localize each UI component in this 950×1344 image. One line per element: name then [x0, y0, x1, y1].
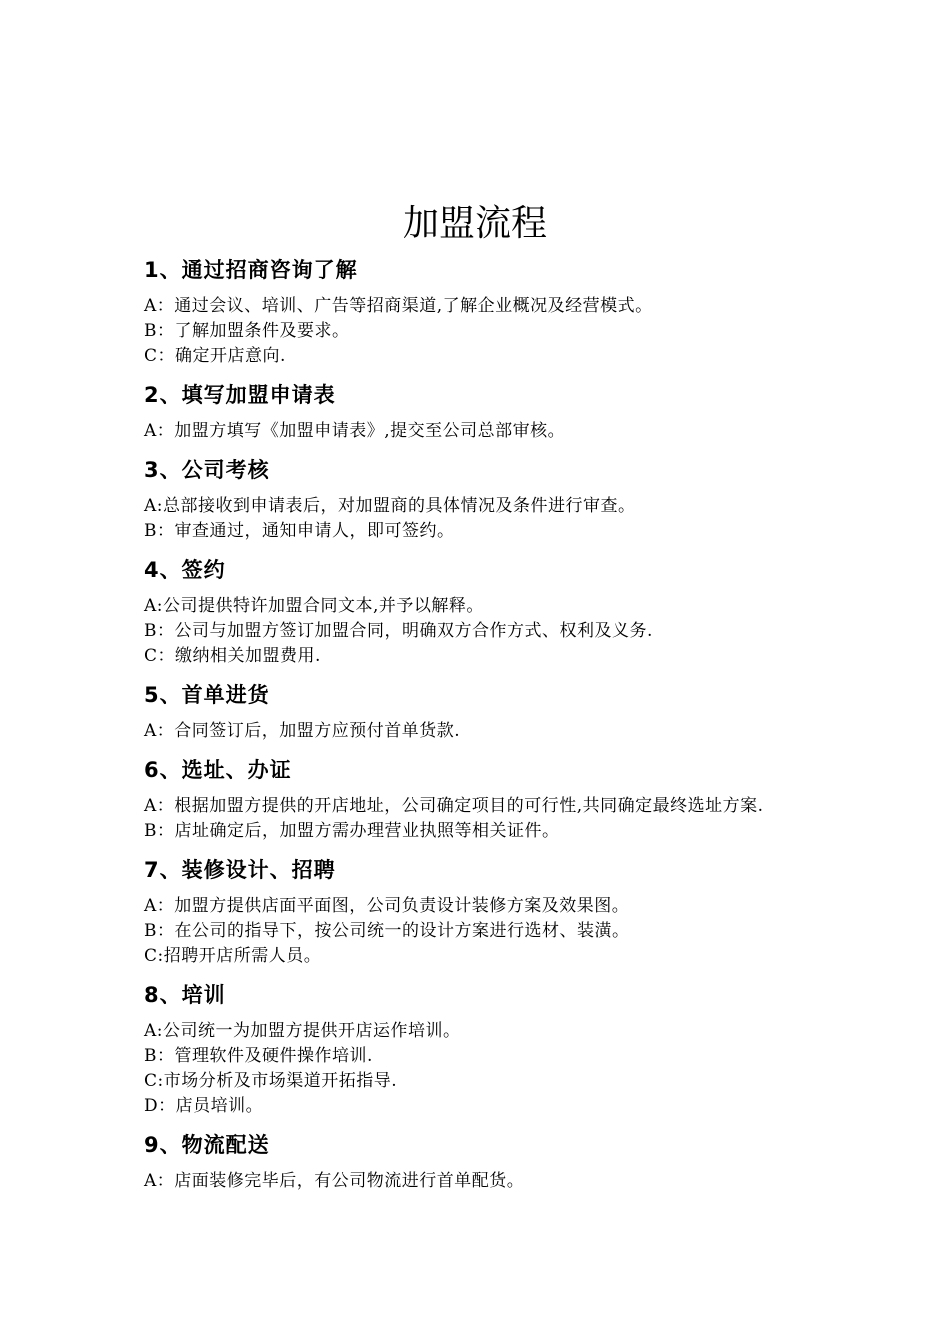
section-item: C：确定开店意向. [144, 346, 286, 366]
section-heading: 9、物流配送 [144, 1133, 270, 1157]
section-1 [144, 256, 814, 369]
section-item: B：在公司的指导下，按公司统一的设计方案进行选材、装潢。 [144, 921, 630, 941]
section-item: A：加盟方提供店面平面图，公司负责设计装修方案及效果图。 [144, 896, 630, 916]
section-item: A：通过会议、培训、广告等招商渠道,了解企业概况及经营模式。 [144, 296, 653, 316]
section-heading: 5、首单进货 [144, 683, 270, 707]
section-heading: 8、培训 [144, 983, 226, 1007]
section-item: B：公司与加盟方签订加盟合同，明确双方合作方式、权利及义务. [144, 621, 653, 641]
section-item: A：合同签订后，加盟方应预付首单货款. [144, 721, 461, 741]
section-8 [144, 981, 814, 1119]
section-item: D：店员培训。 [144, 1096, 264, 1116]
document-body [144, 256, 814, 1194]
section-item: A:总部接收到申请表后，对加盟商的具体情况及条件进行审查。 [144, 496, 636, 516]
section-item: B：管理软件及硬件操作培训. [144, 1046, 373, 1066]
section-item: A:公司提供特许加盟合同文本,并予以解释。 [144, 596, 484, 616]
section-heading: 4、签约 [144, 558, 226, 582]
section-item: A：加盟方填写《加盟申请表》,提交至公司总部审核。 [144, 421, 566, 441]
section-9 [144, 1131, 814, 1194]
page-title: 加盟流程 [402, 203, 547, 244]
section-5 [144, 681, 814, 744]
section-heading: 2、填写加盟申请表 [144, 383, 336, 407]
section-heading: 7、装修设计、招聘 [144, 858, 336, 882]
section-item: C:招聘开店所需人员。 [144, 946, 322, 966]
section-2 [144, 381, 814, 444]
section-item: A：根据加盟方提供的开店地址，公司确定项目的可行性,共同确定最终选址方案. [144, 796, 764, 816]
section-4 [144, 556, 814, 669]
section-item: B：审查通过，通知申请人，即可签约。 [144, 521, 455, 541]
section-heading: 3、公司考核 [144, 458, 270, 482]
section-item: B：店址确定后，加盟方需办理营业执照等相关证件。 [144, 821, 560, 841]
section-item: C:市场分析及市场渠道开拓指导. [144, 1071, 398, 1091]
section-7 [144, 856, 814, 969]
section-item: A：店面装修完毕后，有公司物流进行首单配货。 [144, 1171, 525, 1191]
section-heading: 6、选址、办证 [144, 758, 292, 782]
section-3 [144, 456, 814, 544]
section-item: A:公司统一为加盟方提供开店运作培训。 [144, 1021, 461, 1041]
section-item: C：缴纳相关加盟费用. [144, 646, 321, 666]
section-heading: 1、通过招商咨询了解 [144, 258, 358, 282]
section-6 [144, 756, 814, 844]
section-item: B：了解加盟条件及要求。 [144, 321, 350, 341]
